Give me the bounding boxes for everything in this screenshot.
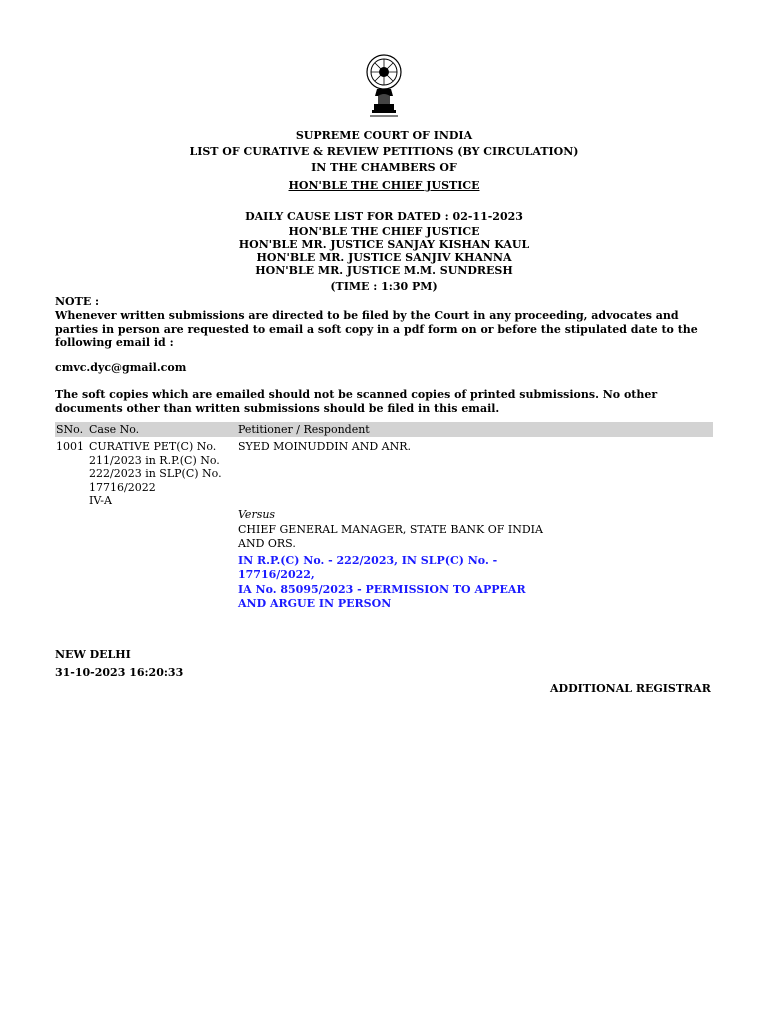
respondent-line: CHIEF GENERAL MANAGER, STATE BANK OF INDIA	[238, 523, 543, 536]
signatory: ADDITIONAL REGISTRAR	[550, 682, 711, 695]
note-label: NOTE :	[55, 295, 100, 308]
table-header	[55, 422, 713, 437]
ia-application[interactable]	[238, 583, 548, 610]
ashoka-emblem-icon	[360, 52, 408, 122]
bench-judges	[0, 225, 768, 277]
row-parties	[238, 440, 548, 610]
case-line: 17716/2022	[89, 480, 156, 494]
judge-4: HON'BLE MR. JUSTICE M.M. SUNDRESH	[255, 264, 513, 277]
judge-3: HON'BLE MR. JUSTICE SANJIV KHANNA	[256, 251, 512, 264]
cause-list-date: DAILY CAUSE LIST FOR DATED : 02-11-2023	[245, 210, 523, 223]
sitting-time: (TIME : 1:30 PM)	[330, 280, 438, 293]
submission-email[interactable]: cmvc.dyc@gmail.com	[55, 361, 187, 374]
case-line: 222/2023 in SLP(C) No.	[89, 467, 222, 480]
note-text: Whenever written submissions are directed to be filed by the Court in any proceeding, advocates and parties in person are requested to email a soft copy in a pdf form on or before the stipulated date to the following email id :	[55, 309, 698, 349]
note-text-2: The soft copies which are emailed should not be scanned copies of printed submissions. No other documents other than written submissions should be filed in this email.	[55, 388, 658, 415]
row-case-no	[89, 440, 234, 508]
ia-line: AND ARGUE IN PERSON	[238, 596, 392, 610]
petitioner: SYED MOINUDDIN AND ANR.	[238, 440, 412, 453]
chief-justice-heading: HON'BLE THE CHIEF JUSTICE	[288, 179, 480, 192]
respondent-line: AND ORS.	[238, 536, 296, 550]
header-case-no: Case No.	[89, 423, 140, 436]
issue-datetime: 31-10-2023 16:20:33	[55, 666, 184, 679]
header-sno: SNo.	[56, 423, 84, 436]
header-parties: Petitioner / Respondent	[238, 423, 370, 436]
case-category: IV-A	[89, 494, 112, 507]
respondent	[238, 523, 548, 550]
list-title: LIST OF CURATIVE & REVIEW PETITIONS (BY CIRCULATION)	[189, 145, 579, 158]
cause-list-table	[55, 422, 713, 610]
place: NEW DELHI	[55, 648, 131, 661]
linked-matter-line: 17716/2022,	[238, 567, 315, 581]
case-line: CURATIVE PET(C) No.	[89, 440, 217, 453]
case-line: 211/2023 in R.P.(C) No.	[89, 453, 220, 467]
court-name: SUPREME COURT OF INDIA	[295, 129, 473, 142]
linked-matter[interactable]	[238, 554, 548, 581]
judge-1: HON'BLE THE CHIEF JUSTICE	[288, 225, 480, 238]
row-sno: 1001	[56, 440, 84, 453]
judge-2: HON'BLE MR. JUSTICE SANJAY KISHAN KAUL	[238, 238, 530, 251]
chambers-label: IN THE CHAMBERS OF	[311, 161, 457, 174]
ia-line: IA No. 85095/2023 - PERMISSION TO APPEAR	[238, 583, 526, 596]
versus-label: Versus	[238, 507, 276, 521]
linked-matter-line: IN R.P.(C) No. - 222/2023, IN SLP(C) No. -	[238, 554, 498, 567]
